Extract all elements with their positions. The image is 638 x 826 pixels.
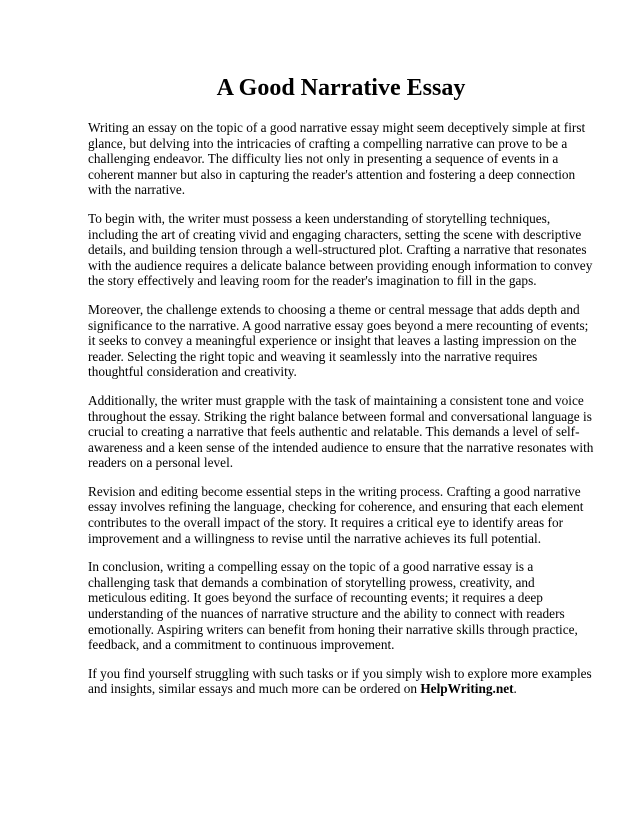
- paragraph-conclusion: In conclusion, writing a compelling essay on the topic of a good narrative essay is a challenging task that demands a combination of storytelling prowess, creativity, and meticulous editing. It goes beyond the surface of recounting events; it requires a deep understanding of the nuances of narrative structure and the ability to connect with readers emotionally. Aspiring writers can benefit from honing their narrative skills through practice, feedback, and a commitment to continuous improvement.: [88, 559, 578, 653]
- paragraph-storytelling: To begin with, the writer must possess a keen understanding of storytelling techniques, including the art of creating vivid and engaging characters, setting the scene with descriptive details, and building tension through a well-structured plot. Crafting a narrative that resonates with the audience requires a delicate balance between providing enough information to convey the story effectively and leaving room for the reader's imagination to fill in the gaps.: [88, 210, 593, 289]
- paragraph-theme: Moreover, the challenge extends to choosing a theme or central message that adds depth and significance to the narrative. A good narrative essay goes beyond a mere recounting of events; it seeks to convey a meaningful experience or insight that leaves a lasting impression on the reader. Selecting the right topic and weaving it seamlessly into the narrative requires thoughtful consideration and creativity.: [88, 301, 589, 380]
- paragraph-closing: [88, 666, 594, 697]
- paragraph-intro: Writing an essay on the topic of a good narrative essay might seem deceptively simple at first glance, but delving into the intricacies of crafting a compelling narrative can prove to be a challenging endeavor. The difficulty lies not only in presenting a sequence of events in a coherent manner but also in capturing the reader's attention and fostering a deep connection with the narrative.: [88, 120, 586, 198]
- closing-text: If you find yourself struggling with such tasks or if you simply wish to explore more examples and insights, similar essays and much more can be ordered on: [88, 665, 592, 697]
- brand-name: HelpWriting.net: [420, 681, 514, 697]
- page-title: A Good Narrative Essay: [216, 75, 466, 101]
- paragraph-tone: Additionally, the writer must grapple with the task of maintaining a consistent tone and voice throughout the essay. Striking the right balance between formal and conversational language is crucial to creating a narrative that feels authentic and relatable. This demands a level of self-awareness and a keen sense of the intended audience to ensure that the narrative resonates with readers on a personal level.: [88, 392, 594, 471]
- closing-end: .: [513, 681, 517, 697]
- paragraph-revision: Revision and editing become essential steps in the writing process. Crafting a good narrative essay involves refining the language, checking for coherence, and ensuring that each element contributes to the overall impact of the story. It requires a critical eye to identify areas for improvement and a willingness to revise until the narrative achieves its full potential.: [88, 483, 584, 546]
